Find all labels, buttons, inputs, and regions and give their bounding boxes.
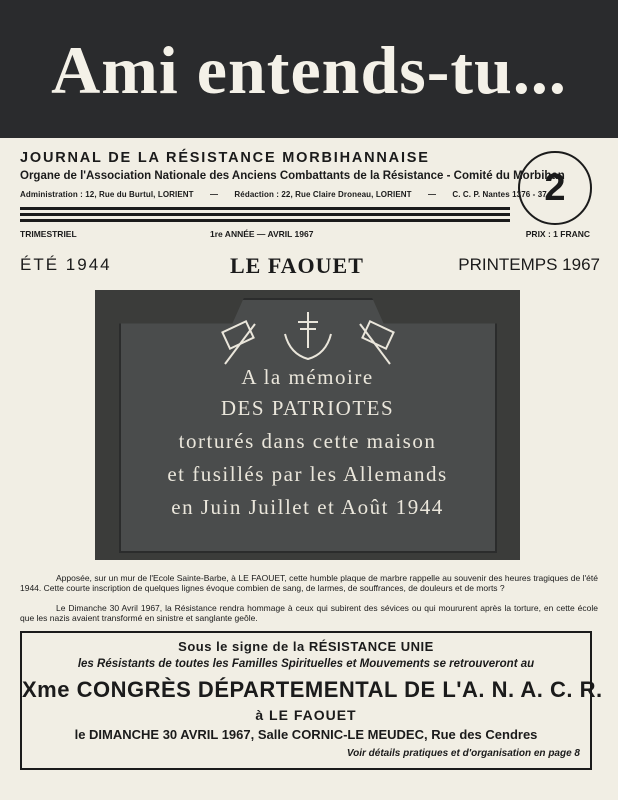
announcement-line-1: Sous le signe de la RÉSISTANCE UNIE [178, 639, 434, 654]
divider [20, 213, 510, 216]
congress-announcement [20, 631, 603, 770]
organization-line: Organe de l'Association Nationale des Anciens Combattants de la Résistance - Comité du Morbihan [20, 170, 565, 182]
headline-left: ÉTÉ 1944 [20, 255, 112, 274]
caption-paragraph-2: Le Dimanche 30 Avril 1967, la Résistance rendra hommage à ceux qui subirent des sévices ou qui moururent après la torture, en cette école que les nazis avaient transformé en sinistre et sanglante geôle. [20, 603, 598, 623]
headline-right: PRINTEMPS 1967 [458, 255, 600, 274]
newspaper-title: Ami entends-tu... [51, 32, 567, 108]
plaque-photo [95, 290, 520, 560]
issue-number-badge: 2 [518, 151, 592, 225]
plaque-line-4: et fusillés par les Allemands [167, 462, 448, 486]
redaction-address: Rédaction : 22, Rue Claire Droneau, LORIENT [234, 190, 412, 199]
issue-info-line [20, 229, 590, 241]
headline-row [20, 255, 600, 281]
masthead [0, 0, 618, 138]
announcement-title: Xme CONGRÈS DÉPARTEMENTAL DE L'A. N. A. C. R. [22, 677, 603, 702]
plaque-line-3: torturés dans cette maison [178, 429, 437, 453]
announcement-line-2: les Résistants de toutes les Familles Spirituelles et Mouvements se retrouveront au [77, 658, 535, 670]
announcement-date: le DIMANCHE 30 AVRIL 1967, Salle CORNIC-LE MEUDEC, Rue des Cendres [74, 727, 538, 742]
administration-address: Administration : 12, Rue du Burtul, LORIENT [20, 190, 194, 199]
headline-center: LE FAOUET [230, 253, 364, 278]
plaque-line-1: A la mémoire [241, 365, 374, 389]
ccp-number: C. C. P. Nantes 1376 - 37 [452, 190, 547, 199]
separator: — [427, 190, 437, 199]
announcement-location: à LE FAOUET [255, 707, 357, 723]
price: PRIX : 1 FRANC [525, 229, 590, 239]
divider [20, 207, 510, 210]
announcement-details: Voir détails pratiques et d'organisation en page 8 [346, 748, 580, 759]
frequency: TRIMESTRIEL [20, 229, 77, 239]
issue-date: 1re ANNÉE — AVRIL 1967 [210, 229, 314, 239]
plaque-line-2: DES PATRIOTES [220, 396, 395, 420]
journal-subtitle: JOURNAL DE LA RÉSISTANCE MORBIHANNAISE [20, 150, 430, 166]
divider [20, 219, 510, 222]
caption-paragraph-1: Apposée, sur un mur de l'Ecole Sainte-Barbe, à LE FAOUET, cette humble plaque de marbre rappelle au souvenir des heures tragiques de l'été 1944. Cette courte inscription de quelques lignes évoque combien de sang, de larmes, de souffrances, de douleurs et de morts ? [20, 573, 598, 593]
plaque-line-5: en Juin Juillet et Août 1944 [171, 495, 444, 519]
address-line [20, 190, 561, 199]
separator: — [209, 190, 219, 199]
